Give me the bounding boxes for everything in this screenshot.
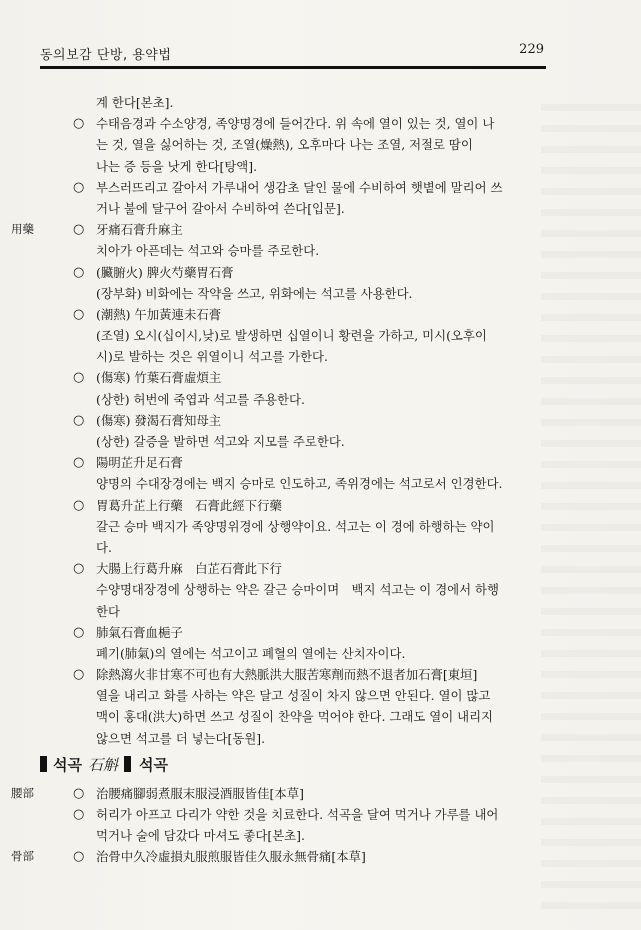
text-line <box>40 283 546 304</box>
line-text: (상한) 허번에 죽엽과 석고를 주용한다. <box>96 391 305 407</box>
margin-note: 骨部 <box>11 849 34 864</box>
line-text: 수태음경과 수소양경, 족양명경에 들어간다. 위 속에 열이 있는 것, 열이 나 <box>96 116 495 132</box>
line-text: 治腰痛腳弱煮服末服浸酒服皆佳[本草] <box>96 785 304 801</box>
text-line <box>40 473 546 494</box>
text-line <box>40 92 546 113</box>
text-line <box>40 389 546 410</box>
bullet-marker: ○ <box>73 497 85 513</box>
line-text: 양명의 수대장경에는 백지 승마로 인도하고, 족위경에는 석고로서 인경한다. <box>96 476 503 492</box>
line-text: 않으면 석고를 더 넣는다[동원]. <box>96 730 266 746</box>
bullet-marker: ○ <box>73 807 85 822</box>
page-number: 229 <box>519 42 544 57</box>
line-text: 열을 내리고 화를 사하는 약은 달고 성질이 차지 않으면 안된다. 열이 많고 <box>96 688 491 704</box>
text-line <box>40 156 546 177</box>
bullet-marker: ○ <box>73 116 85 132</box>
bullet-marker: ○ <box>73 624 85 640</box>
line-text: 폐기(肺氣)의 열에는 석고이고 폐혈의 열에는 산치자이다. <box>96 645 406 661</box>
line-text: (傷寒) 竹葉石膏虛煩主 <box>96 370 222 386</box>
text-line <box>40 410 546 431</box>
line-text: 먹거나 술에 담갔다 마셔도 좋다[본초]. <box>96 828 305 844</box>
entry-block-seokgo <box>11 92 546 749</box>
text-line <box>40 134 546 155</box>
heading-korean: 석곡 <box>53 755 82 774</box>
line-text: 治骨中久冷虛損丸服煎服皆佳久服永無骨痛[本草] <box>96 849 366 865</box>
line-text: 치아가 아픈데는 석고와 승마를 주로한다. <box>96 243 320 259</box>
text-line <box>40 804 546 825</box>
bullet-marker: ○ <box>73 667 85 683</box>
line-text: 허리가 아프고 다리가 약한 것을 치료한다. 석곡을 달여 먹거나 가루를 내어 <box>96 807 499 822</box>
line-text: 大腸上行葛升麻 白芷石膏此下行 <box>96 561 282 577</box>
text-line <box>40 558 546 579</box>
line-text: 胃葛升芷上行藥 石膏此經下行藥 <box>96 497 282 513</box>
text-line <box>40 431 546 452</box>
text-line <box>11 783 546 804</box>
bullet-marker: ○ <box>73 370 85 386</box>
text-line <box>40 304 546 325</box>
line-text: 牙痛石膏升麻主 <box>96 222 183 238</box>
heading-hanja: 石斛 <box>87 755 118 774</box>
bullet-marker: ○ <box>73 412 85 428</box>
section-heading-seokgok <box>40 755 546 783</box>
line-text: 수양명대장경에 상행하는 약은 갈근 승마이며 백지 석고는 이 경에서 하행 <box>96 582 499 598</box>
line-text: 시)로 발하는 것은 위열이니 석고를 가한다. <box>96 349 328 365</box>
line-text: (조열) 오시(십이시,낮)로 발생하면 십열이니 황련을 가하고, 미시(오후이 <box>96 328 487 344</box>
text-line <box>40 601 546 622</box>
heading-korean-2: 석곡 <box>139 755 168 774</box>
text-line <box>40 643 546 664</box>
text-line <box>40 495 546 516</box>
text-line <box>40 262 546 283</box>
bullet-marker: ○ <box>73 179 85 195</box>
running-header <box>40 42 546 64</box>
text-line <box>40 198 546 219</box>
text-line <box>11 846 546 867</box>
text-line <box>40 325 546 346</box>
bullet-marker: ○ <box>73 561 85 577</box>
text-line <box>40 113 546 134</box>
line-text: 맥이 홍대(洪大)하면 쓰고 성질이 찬약을 먹어야 한다. 그래도 열이 내리지 <box>96 709 494 725</box>
line-text: 부스러뜨리고 갈아서 가루내어 생감초 달인 물에 수비하여 햇볕에 말리어 쓰 <box>96 179 503 195</box>
margin-note: 用藥 <box>11 222 34 237</box>
entry-block-seokgok <box>11 783 546 868</box>
show-through-text <box>541 90 641 910</box>
line-text: (臟腑火) 脾火芍藥胃石膏 <box>96 264 234 280</box>
line-text: 거나 불에 달구어 갈아서 수비하여 쓴다[입문]. <box>96 200 345 216</box>
line-text: (潮熱) 午加黃連未石膏 <box>96 306 222 322</box>
text-line <box>40 825 546 846</box>
heading-bar-right <box>124 756 131 772</box>
line-text: 는 것, 열을 싫어하는 것, 조열(燥熱), 오후마다 나는 조열, 저절로 땀이 <box>96 137 473 153</box>
line-text: 除熱瀉火非甘寒不可也有大熱脈洪大服苦寒劑而熱不退者加石膏[東垣] <box>96 667 478 683</box>
bullet-marker: ○ <box>73 306 85 322</box>
header-title: 동의보감 단방, 용약법 <box>40 48 172 63</box>
text-line <box>40 622 546 643</box>
text-line <box>40 664 546 685</box>
bullet-marker: ○ <box>73 264 85 280</box>
bullet-marker: ○ <box>73 849 85 865</box>
line-text: 陽明芷升足石膏 <box>96 455 183 471</box>
bullet-marker: ○ <box>73 785 85 801</box>
header-rule <box>40 66 546 69</box>
text-line <box>40 516 546 537</box>
heading-bar-left <box>40 756 47 772</box>
text-line <box>40 706 546 727</box>
text-line <box>40 367 546 388</box>
line-text: 한다 <box>96 603 120 619</box>
line-text: 나는 증 등을 낫게 한다[탕액]. <box>96 158 258 174</box>
text-line <box>40 728 546 749</box>
bullet-marker: ○ <box>73 222 85 238</box>
line-text: (장부화) 비화에는 작약을 쓰고, 위화에는 석고를 사용한다. <box>96 285 413 301</box>
line-text: 계 한다[본초]. <box>96 95 174 110</box>
text-line <box>40 579 546 600</box>
line-text: (상한) 갈증을 발하면 석고와 지모를 주로한다. <box>96 434 345 449</box>
text-line <box>40 537 546 558</box>
margin-note: 腰部 <box>11 785 34 800</box>
line-text: 다. <box>96 539 112 555</box>
text-line <box>40 346 546 367</box>
page-body <box>11 92 546 868</box>
line-text: 肺氣石膏血梔子 <box>96 624 183 640</box>
text-line <box>11 219 546 240</box>
bullet-marker: ○ <box>73 455 85 471</box>
text-line <box>40 240 546 261</box>
text-line <box>40 685 546 706</box>
text-line <box>40 177 546 198</box>
text-line <box>40 452 546 473</box>
line-text: 갈근 승마 백지가 족양명위경에 상행약이요. 석고는 이 경에 하행하는 약이 <box>96 518 495 534</box>
line-text: (傷寒) 發渴石膏知母主 <box>96 412 222 428</box>
